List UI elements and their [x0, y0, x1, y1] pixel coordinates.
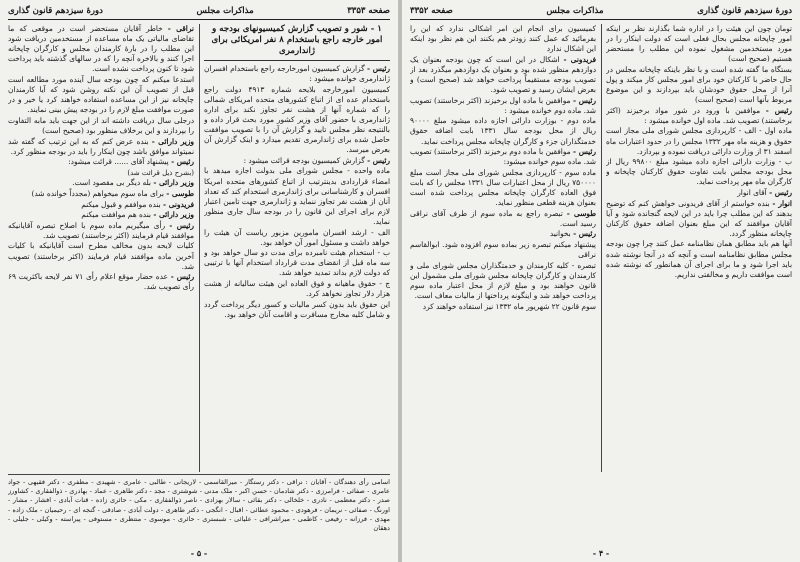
left-page: [0, 0, 398, 562]
paragraph-text: بله دیگر بی مقصود است.: [72, 178, 154, 188]
page-label: صفحه ۳۳۵۳: [347, 6, 390, 16]
paragraph: [410, 55, 596, 95]
paragraph-text: بنده هم موافقت میکنم: [81, 210, 154, 220]
paragraph: [606, 126, 792, 156]
paragraph: [8, 137, 194, 157]
session-title: دورهٔ سیزدهم قانون گذاری: [697, 6, 792, 16]
paragraph: [410, 116, 596, 146]
speaker-name: وزیر دارائی -: [153, 210, 194, 220]
text-column-left: [410, 24, 596, 472]
paragraph-text: درجلی سال دریافت داشته اند از این جهت باید مابه التفاوت را بپردازند و این برخلاف منظور بود (صحیح است): [8, 115, 194, 135]
paragraph-text: کمیسیون برای انجام این امر اشکالی ندارد که این را بفرمائید که عمل کنند زودتر هم بکنند این هم نظر بود اینکه این اشکال ندارد: [410, 24, 596, 54]
paragraph-text: برای ماه سوم میخواهم (مجدداً خوانده شد): [31, 189, 167, 198]
paragraph: [204, 156, 390, 166]
paragraph: [606, 65, 792, 105]
speaker-name: رئیس -: [572, 95, 596, 105]
paragraph: [8, 200, 194, 210]
paragraph-text: بنده خواستم از آقای فریدونی خواهش کنم که توضیح بدهند که این مطلب چرا باید در این لایحه گنجانده شود و آیا آقایان موافقند که این مبلغ بعنوان اضافه حقوق کارکنان چاپخانه منظور گردد.: [606, 198, 792, 238]
paragraph: [410, 209, 596, 229]
paragraph: [606, 24, 792, 64]
paragraph: [204, 248, 390, 278]
paragraph: [606, 239, 792, 279]
paragraph: [8, 272, 194, 292]
paragraph-text: تبصره راجع به ماده سوم از طرف آقای نراقی رسید است.: [410, 208, 596, 228]
text-column-left: [8, 24, 194, 472]
column-divider: [601, 24, 602, 472]
paragraph: [204, 228, 390, 248]
paragraph-text: موافقین با ماده اول برخیزند (اکثر برخاستند) تصویب شد. ماده دوم خوانده میشود :: [410, 95, 596, 115]
paragraph-text: پیشنهاد آقای ...... قرائت میشود:: [68, 157, 172, 167]
header-rule: [8, 19, 390, 20]
paragraph: [410, 24, 596, 54]
paragraph-text: خاطر آقایان مستحضر است در موقعی که ما تقاضای مالیاتی یک ماه مساعده از مستخدمین دریافت شود این مطلب را در بارهٔ کارمندان مجلس و کارگران چاپخانه اجرا کنند و بالاخره آنچه را که در سالهای گذشته باید پرداخت شود تا کنون پرداخت نشده است.: [8, 24, 194, 74]
paragraph: [204, 85, 390, 156]
paragraph-text: موافقین با ورود در شور مواد برخیزند (اکثر برخاستند) تصویب شد. ماده اول خوانده میشود :: [606, 105, 792, 125]
speaker-name: وزیر دارائی -: [153, 178, 194, 188]
page-number: - ۴ -: [592, 548, 610, 558]
note-text: (بشرح ذیل قرائت شد): [127, 168, 194, 177]
paragraph: [8, 210, 194, 220]
paragraph: [8, 116, 194, 136]
speaker-name: رئیس -: [769, 188, 792, 197]
paragraph: [410, 261, 596, 301]
paragraph-text: استدعا میکنم که چون بودجه سال آینده مورد مطالعه است قبل از تصویب آن این نکته روشن شود که آیا کارمندان چاپخانه نیز از این مساعده استفاده خواهند کرد یا خیر و در صورت موافقت مبلغ لازم را در بودجه پیش بینی نمایند.: [8, 74, 194, 115]
paragraph-text: ج - حقوق ماهیانه و فوق العاده این هیئت سالیانه از هشت هزار دلار تجاوز نخواهد کرد.: [204, 278, 390, 299]
page-header: [410, 4, 792, 18]
speaker-name: رئیس -: [171, 157, 194, 167]
speaker-name: فریدونی -: [563, 54, 596, 64]
paragraph: [8, 189, 194, 199]
paragraph-text: الف - ارشد افسران مامورین مزبور ریاست آن هیئت را خواهد داشت و مسئول امور آن خواهد بود.: [204, 227, 390, 247]
paragraph: [606, 188, 792, 198]
speaker-name: رئیس -: [765, 105, 792, 115]
page-header: [8, 4, 390, 18]
paragraph-text: آنها هم باید مطابق همان نظامنامه عمل کنند چرا چون بودجه مجلس مطابق نظامنامه است و آنچه که در آنجا نوشته شده باید اجرا شود و ما برای اجرای آن همانطور که نوشته شده است موافقت داریم و مخالفتی نداریم.: [606, 239, 792, 279]
paragraph: [8, 221, 194, 241]
speaker-name: طوسی -: [166, 189, 194, 198]
paragraph: [410, 229, 596, 239]
paragraph: [8, 157, 194, 167]
paragraph-text: گزارش کمیسیون بودجه قرائت میشود :: [243, 155, 368, 165]
paragraph-text: گزارش کمیسیون امورخارجه راجع باستخدام افسران ژاندارمری خوانده میشود :: [204, 64, 390, 84]
paragraph: [606, 199, 792, 239]
paragraph: [410, 96, 596, 116]
paragraph: [410, 168, 596, 208]
paragraph-text: این حقوق باید بدون کسر مالیات و کسور دیگر پرداخت گردد و شامل کلیه مخارج مسافرت و اقامت آنان خواهد بود.: [204, 299, 390, 319]
speaker-name: وزیر دارائی -: [151, 136, 194, 146]
paragraph: [204, 64, 390, 84]
speaker-name: رئیس -: [170, 272, 194, 282]
paragraph-text: کمیسیون امورخارجه بلایحه شماره ۴۹۱۳ دولت راجع باستخدام عده ای از اتباع کشورهای متحده امریکای شمالی را که شماره آنها از هشت نفر تجاوز نکند برای اداره ژاندارمری با حضور آقای وزیر کشور مورد بحث قرار داده و بالنتیجه نظر مجلس تایید و گزارش آن را با تصویب موافقت حاصل شده برای ژاندارمری تقدیم میدارد و اینک گزارش آن بعرض میرسد.: [204, 84, 390, 155]
paragraph: [8, 75, 194, 115]
column-divider: [199, 24, 200, 472]
paragraph: [204, 166, 390, 227]
text-column-right: [606, 24, 792, 472]
paragraph: [204, 279, 390, 299]
speaker-name: نراقی -: [167, 24, 194, 33]
paragraph-text: بستگاه ما گفته شده است و با نظر باینکه چاپخانه مجلس در حال حاضر با کارکنان خود برای امور مجلس کار میکند و پول آنرا از محل حقوق خودشان باید بپردازند و این موضوع مربوط بآنها است (صحیح است): [606, 64, 792, 105]
header-rule: [410, 19, 792, 20]
paragraph: [606, 157, 792, 187]
paragraph-text: تبصره - کلیه کارمندان و خدمتگذاران مجلس شورای ملی و کارمندان و کارگران چاپخانه مجلس شورای ملی مشمول این قانون خواهند بود و مبلغ لازم از محل اعتبار ماده سوم پرداخت خواهد شد و اینگونه پرداختها از مالیات معاف است.: [410, 260, 596, 300]
paragraph-text: بنده عرض کنم که به این ترتیب که گفته شد نمیتواند موافق باشد چون اینکار را باید در بودجه منظور کرد.: [8, 136, 194, 156]
footnote-rule: [8, 474, 390, 475]
page-label: صفحه ۳۳۵۲: [410, 6, 453, 16]
paragraph-text: ماده اول - الف - کارپردازی مجلس شورای ملی مجاز است حقوق و هزینه ماه مهر ۱۳۳۲ مجلس را در حدود اعتبارات ماه اسفند ۳۱ از وزارت دارائی دریافت نموده و بپردازد.: [606, 126, 792, 156]
paragraph-text: ماده واحده - مجلس شورای ملی بدولت اجازه میدهد با امضاء قراردادی بدینترتیب از اتباع کشورهای متحده امریکا افسران و کارشناسانی برای ژاندارمری استخدام کند که تعداد آنان از هشت نفر تجاوز ننماید و ژاندارمری جهت تامین اعتبار لازم برای اجرای این قانون را در بودجه سال جاری منظور نماید.: [204, 166, 390, 226]
section-heading: ۱ - شور و تصویب گزارش کمیسیونهای بودجه و امور خارجه راجع باستخدام ۸ نفر امریکائی برای ژاندارمری: [204, 24, 390, 61]
paragraph-text: سوم قانون ۲۲ شهریور ماه ۱۳۳۲ نیز استفاده خواهند کرد: [422, 301, 596, 311]
voters-footnote: اسامی رأی دهندگان - آقایان : نراقی - دکتر رستگار - میرالقاسمی - لاریجانی - طالبی - عامری - شهیدی - مظفری - دکتر فقیهی - جواد عامری - صفائی - فرامرزی - دکتر شادمان - حسن اکبر - ملک مدنی - شوشتری - مجد - دکتر طاهری - عماد - بهادری - ذوالفقاری - کشاورز صدر - دکتر معظمی - نادری - خلخالی - دکتر بقائی - سالار بهزادی - ناصر ذوالفقاری - مکی - حائری زاده - قنات آبادی - افشار - مشار - اورنگ - صفائی - نریمان - فرهودی - محمود عطائی - اقبال - انگجی - دکتر طاهری - دولت آبادی - صادقی - گنجه ای - رحیمیان - ملک زاده - مهدی - فرزانه - رفیعی - کاظمی - میراشرافی - علیائی - شبستری - حائری - موسوی - منتظری - مستوفی - پیراسته - وکیلی - جلیلی - دهقان: [8, 478, 390, 533]
text-column-right: [204, 24, 390, 472]
speaker-name: فریدونی -: [163, 199, 194, 209]
paragraph-text: موافقین با ماده دوم برخیزند (اکثر برخاستند) تصویب شد. ماده سوم خوانده میشود:: [410, 147, 596, 167]
paragraph-text: پیشنهاد میکنم تبصره زیر بماده سوم افزوده شود. ابوالقاسم نراقی: [410, 239, 596, 260]
paragraph-text: ب - وزارت دارائی اجازه داده میشود مبلغ ۹۹۸۰۰ ریال از محل بودجه مجلس بابت تفاوت حقوق کارکنان چاپخانه و کارگران ماه مهر پرداخت نماید.: [606, 157, 792, 187]
paragraph-text: تومان چون این هیئت را در اداره شما بگذارند نظر بر اینکه امور چاپخانه مجلس بحال فعلی است که دولت اینکار را در مورد مستخدمین مشغول نموده این مطلب را مستحضر هستیم (صحیح است): [606, 24, 792, 64]
speaker-name: رئیس -: [573, 229, 596, 239]
speaker-name: رئیس -: [367, 64, 390, 73]
paragraph-text: ماده دوم - بوزارت دارائی اجازه داده میشود مبلغ ۹۰۰۰۰ ریال از محل بودجه سال ۱۳۳۱ بابت اضافه حقوق خدمتگذاران جزء و کارگران چاپخانه مجلس پرداخت نماید.: [410, 116, 596, 146]
section-title: مذاکرات مجلس: [546, 6, 604, 16]
paragraph: [410, 240, 596, 260]
paragraph-text: اشکال در این است که چون بودجه بعنوان یک دوازدهم منظور شده بود و بعنوان یک دوازدهم میگذرد بعد از تصویب بودجه مستقیماً پرداخت خواهد شد (صحیح است) و بعرض ایشان رسید و تصویب شود.: [410, 54, 596, 95]
right-page: [402, 0, 800, 562]
paragraph: [606, 106, 792, 126]
paragraph-text: رأی میگیریم ماده سوم با اصلاح تبصره آقایانیکه موافقند قیام فرمایند (اکثر برخاستند) تصویب شد.: [8, 220, 194, 240]
paragraph-text: آقای انوار: [737, 188, 770, 197]
paragraph-text: بخوانید: [549, 229, 574, 239]
paragraph: [8, 241, 194, 271]
speaker-name: رئیس -: [367, 155, 390, 165]
speaker-name: طوسی -: [566, 208, 596, 218]
paragraph: [8, 178, 194, 188]
paragraph: [204, 300, 390, 320]
paragraph: [8, 24, 194, 74]
paragraph-text: ب - استخدام هیئت نامبرده برای مدت دو سال خواهد بود و سه ماه قبل از انقضای مدت قرارداد استخدام آنها با ترتیبی که دولت لازم بداند تمدید خواهد شد.: [204, 248, 390, 278]
paragraph-text: بنده موافقم و قبول میکنم: [81, 199, 164, 209]
paragraph-text: عده حضار موقع اعلام رأی ۷۱ نفر لایحه باکثریت ۶۹ رأی تصویب شد.: [8, 272, 194, 292]
speaker-name: رئیس -: [169, 220, 194, 230]
session-title: دورهٔ سیزدهم قانون گذاری: [8, 6, 103, 16]
page-number: - ۵ -: [190, 548, 208, 558]
paragraph-text: کلیات لایحه بدون مخالف مطرح است آقایانیکه با کلیات آخرین ماده موافقند قیام فرمایند (اکثر برخاستند) تصویب شد.: [8, 241, 194, 271]
paragraph: [410, 302, 596, 312]
paragraph: [410, 147, 596, 167]
section-title: مذاکرات مجلس: [196, 6, 254, 16]
paragraph-text: ماده سوم - کارپردازی مجلس شورای ملی مجاز است مبلغ ۷۵۰۰۰۰ ریال از محل اعتبارات سال ۱۳۳۱ مجلس را که بابت فوق العاده کارگران چاپخانه مجلس پرداخت شده است بعنوان هزینه قطعی منظور نماید.: [410, 167, 596, 208]
speaker-name: انوار -: [772, 198, 792, 208]
speaker-name: رئیس -: [573, 147, 596, 157]
